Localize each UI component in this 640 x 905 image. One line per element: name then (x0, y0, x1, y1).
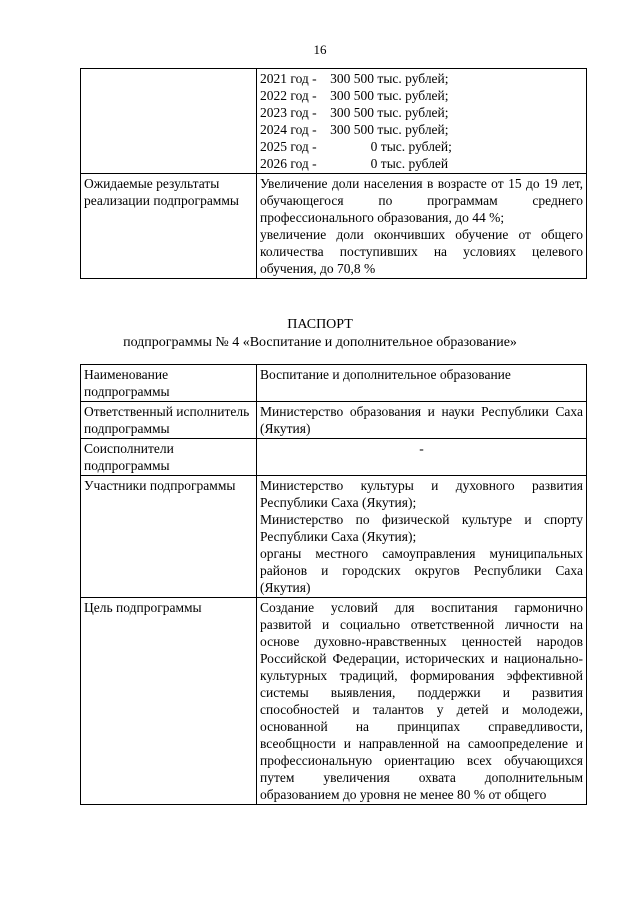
table-row (81, 476, 587, 598)
row-value (257, 476, 587, 598)
funding-line-2026: 2026 год - 0 тыс. рублей (260, 156, 449, 171)
row-value: Министерство образования и науки Республики Саха (Якутия) (257, 402, 587, 439)
funding-cell (257, 69, 587, 174)
row-label: Участники подпрограммы (81, 476, 257, 598)
table-row (81, 439, 587, 476)
results-text-2: увеличение доли окончивших обучение от общего количества поступивших на условиях целевого обучения, до 70,8 % (260, 227, 583, 276)
table-row (81, 174, 587, 279)
table-row (81, 598, 587, 805)
passport-subtitle: подпрограммы № 4 «Воспитание и дополнительное образование» (123, 335, 517, 350)
participant-1: Министерство культуры и духовного развития Республики Саха (Якутия); (260, 478, 583, 510)
participant-3: органы местного самоуправления муниципальных районов и городских округов Республики Саха (Якутия) (260, 546, 583, 595)
funding-line-2023: 2023 год - 300 500 тыс. рублей; (260, 105, 449, 120)
row-label: Ответственный исполнитель подпрограммы (81, 402, 257, 439)
funding-line-2021: 2021 год - 300 500 тыс. рублей; (260, 71, 449, 86)
funding-line-2025: 2025 год - 0 тыс. рублей; (260, 139, 452, 154)
row-label: Соисполнители подпрограммы (81, 439, 257, 476)
participant-2: Министерство по физической культуре и спорту Республики Саха (Якутия); (260, 512, 583, 544)
table-row (81, 69, 587, 174)
table-row (81, 365, 587, 402)
row-value: Воспитание и дополнительное образование (257, 365, 587, 402)
funding-line-2024: 2024 год - 300 500 тыс. рублей; (260, 122, 449, 137)
empty-label-cell (81, 69, 257, 174)
row-label: Наименование подпрограммы (81, 365, 257, 402)
results-label: Ожидаемые результаты реализации подпрограммы (81, 174, 257, 279)
results-text-1: Увеличение доли населения в возрасте от 15 до 19 лет, обучающегося по программам среднего профессионального образования, до 44 %; (260, 176, 583, 225)
funding-results-table (80, 68, 587, 279)
results-cell (257, 174, 587, 279)
table-row (81, 402, 587, 439)
page-number: 16 (313, 42, 327, 57)
row-value: - (257, 439, 587, 476)
row-value: Создание условий для воспитания гармонично развитой и социально ответственной личности на основе духовно-нравственных ценностей народов Российской Федерации, исторических и национально-культурных традиций, формирования эффективной системы выявления, поддержки и развития способностей и талантов у детей и молодежи, основанной на принципах справедливости, всеобщности и направленной на самоопределение и профессиональную ориентацию всех обучающихся путем увеличения охвата дополнительным образованием до уровня не менее 80 % от общего (257, 598, 587, 805)
passport-table (80, 364, 587, 805)
passport-title: ПАСПОРТ (287, 317, 353, 332)
funding-line-2022: 2022 год - 300 500 тыс. рублей; (260, 88, 449, 103)
row-label: Цель подпрограммы (81, 598, 257, 805)
